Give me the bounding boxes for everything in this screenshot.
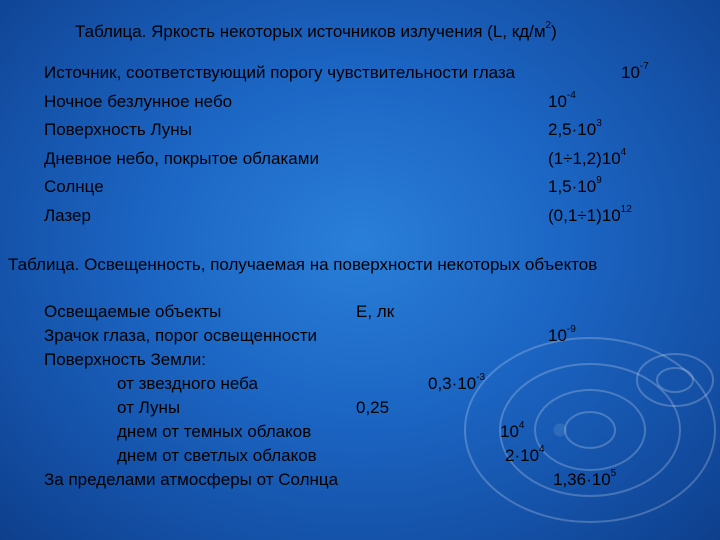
table2-title: Таблица. Освещенность, получаемая на поверхности некоторых объектов bbox=[8, 255, 598, 274]
table2-row-label: Зрачок глаза, порог освещенности bbox=[44, 326, 317, 345]
table2-row-value: $0,3\cdot 10^{-3}$ bbox=[428, 372, 486, 393]
table1-row-label: Дневное небо, покрытое облаками bbox=[44, 149, 319, 168]
table1-row-value: $(1\div 1,2)10^4$ bbox=[548, 147, 627, 168]
table1-row-value: $1,5\cdot 10^9$ bbox=[548, 175, 602, 196]
table1-row-label: Ночное безлунное небо bbox=[44, 92, 233, 111]
table2-row-label: от Луны bbox=[117, 398, 181, 417]
table2-row-value: $10^4$ bbox=[500, 420, 525, 441]
table1-row-value: $10^{-7}$ bbox=[621, 61, 649, 82]
table2-row-label: днем от темных облаков bbox=[117, 422, 312, 441]
table1-title-text: Таблица. Яркость некоторых источников излучения (L, кд/м bbox=[75, 22, 546, 41]
table1-row-label: Солнце bbox=[44, 177, 104, 196]
table1-row-label: Поверхность Луны bbox=[44, 120, 192, 139]
table2-row-label: Поверхность Земли: bbox=[44, 350, 206, 369]
table2-row-value: $2\cdot 10^4$ bbox=[505, 444, 545, 465]
table1-title-close: ) bbox=[551, 22, 557, 41]
table2-row-value: $10^{-9}$ bbox=[548, 324, 576, 345]
table1-row-value: $2,5\cdot 10^3$ bbox=[548, 118, 602, 139]
table1-row-label: Лазер bbox=[44, 206, 91, 225]
table1-title-unit-exponent: 2 bbox=[545, 20, 552, 32]
table1-row-value: $(0,1\div 1)10^{12}$ bbox=[548, 204, 632, 225]
table2-row-value: $1,36\cdot 10^5$ bbox=[553, 468, 617, 489]
table2-row-value: 0,25 bbox=[356, 398, 390, 417]
table1-title bbox=[75, 22, 557, 42]
table1-row-value: $10^{-4}$ bbox=[548, 90, 576, 111]
table2-row-label: от звездного неба bbox=[117, 374, 258, 393]
table1-row-label: Источник, соответствующий порогу чувствительности глаза bbox=[44, 63, 516, 82]
table2-header-unit: Е, лк bbox=[356, 302, 395, 321]
table2-row-label: За пределами атмосферы от Солнца bbox=[44, 470, 339, 489]
table2-row-label: днем от светлых облаков bbox=[117, 446, 317, 465]
table2-header-label: Освещаемые объекты bbox=[44, 302, 222, 321]
